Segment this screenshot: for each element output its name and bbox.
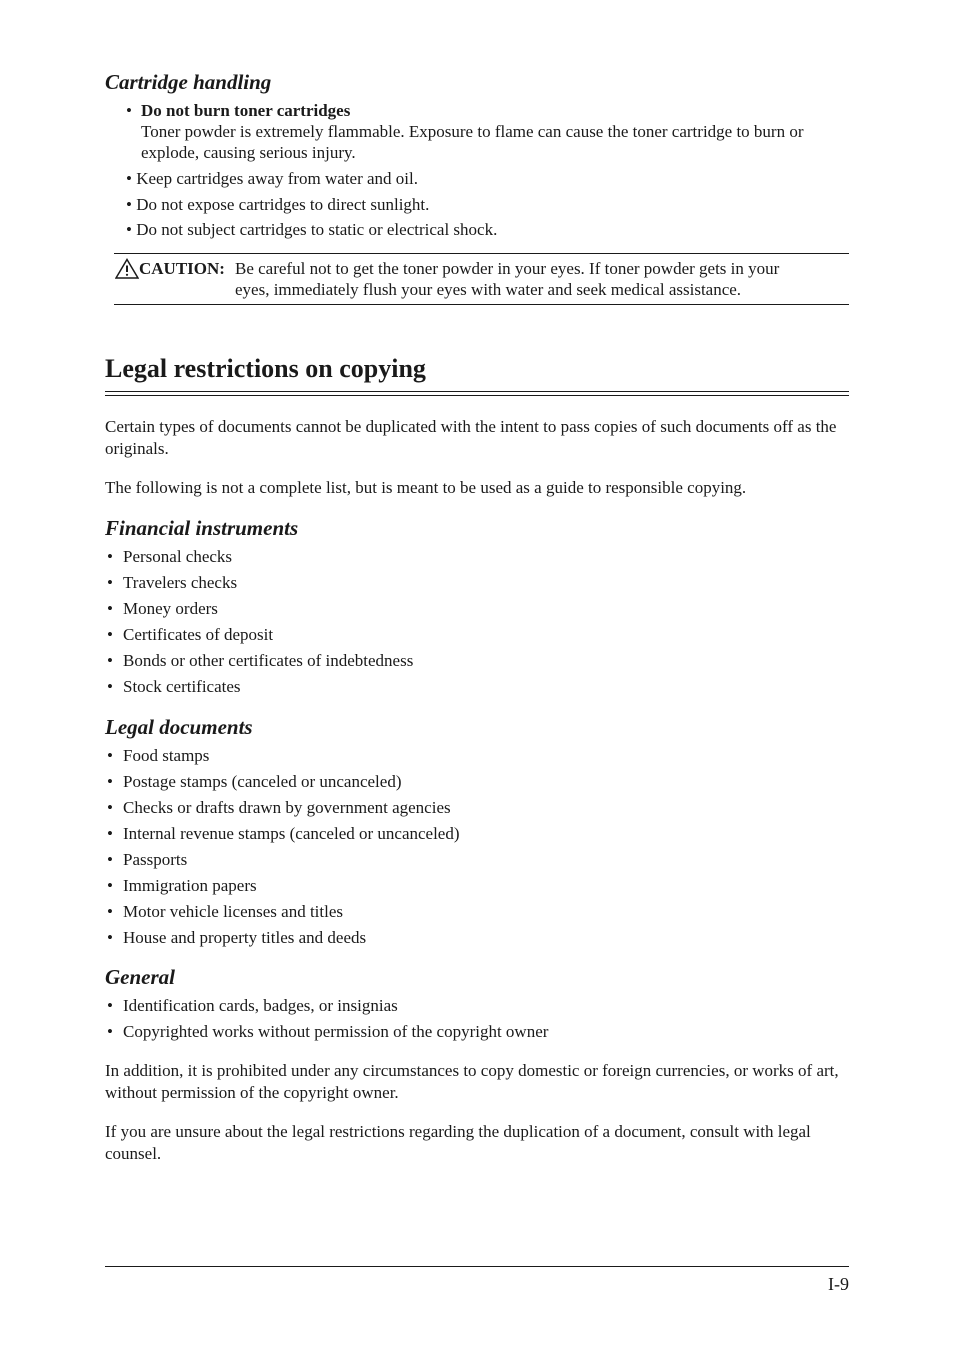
closing-paragraph-2: If you are unsure about the legal restrictions regarding the duplication of a document, consult with legal counsel. — [105, 1122, 811, 1163]
cartridge-item-2 — [126, 194, 429, 215]
caution-box — [114, 258, 849, 300]
legal-documents-list — [105, 743, 460, 951]
footer-rule — [105, 1266, 849, 1267]
financial-instruments-heading: Financial instruments — [105, 516, 299, 540]
caution-bottom-rule — [114, 304, 849, 305]
caution-text-line1: Be careful not to get the toner powder in your eyes. If toner powder gets in your — [235, 259, 780, 278]
cartridge-item-1 — [126, 168, 418, 189]
bullet: • — [126, 101, 132, 120]
bullet: • — [126, 220, 132, 239]
section-title: Legal restrictions on copying — [105, 354, 426, 383]
closing-paragraph-1: In addition, it is prohibited under any circumstances to copy domestic or foreign currencies, or works of art, without permission of the copyright owner. — [105, 1061, 839, 1102]
list-item: • Postage stamps (canceled or uncanceled) — [105, 769, 460, 795]
legal-documents-heading: Legal documents — [105, 715, 253, 739]
bullet: • — [126, 195, 132, 214]
cartridge-item-text: Do not expose cartridges to direct sunlight. — [136, 195, 430, 214]
general-list — [105, 993, 548, 1045]
list-item: • Travelers checks — [105, 570, 413, 596]
caution-text-line2: eyes, immediately flush your eyes with water and seek medical assistance. — [235, 280, 742, 299]
cartridge-first-item-body: Toner powder is extremely flammable. Exposure to flame can cause the toner cartridge to burn or explode, causing serious injury. — [141, 122, 804, 162]
cartridge-handling-heading: Cartridge handling — [105, 70, 272, 94]
list-item: • Stock certificates — [105, 674, 413, 700]
list-item: • Bonds or other certificates of indebtedness — [105, 648, 413, 674]
list-item: • Motor vehicle licenses and titles — [105, 899, 460, 925]
caution-label: CAUTION: — [139, 259, 225, 278]
guide-paragraph: The following is not a complete list, but is meant to be used as a guide to responsible copying. — [105, 478, 747, 497]
list-item: • Money orders — [105, 596, 413, 622]
caution-top-rule — [114, 253, 849, 254]
page-number: I-9 — [828, 1274, 849, 1294]
cartridge-first-item-title: Do not burn toner cartridges — [141, 101, 351, 120]
cartridge-item-text: Do not subject cartridges to static or electrical shock. — [136, 220, 498, 239]
title-rule-top — [105, 391, 849, 392]
general-heading: General — [105, 965, 175, 989]
list-item: • Certificates of deposit — [105, 622, 413, 648]
list-item: • Checks or drafts drawn by government agencies — [105, 795, 460, 821]
list-item: • Personal checks — [105, 544, 413, 570]
list-item: • Identification cards, badges, or insignias — [105, 993, 548, 1019]
list-item: • Internal revenue stamps (canceled or uncanceled) — [105, 821, 460, 847]
financial-instruments-list — [105, 544, 413, 700]
title-rule-bottom — [105, 395, 849, 396]
list-item: • Immigration papers — [105, 873, 460, 899]
list-item: • House and property titles and deeds — [105, 925, 460, 951]
cartridge-first-item — [126, 100, 846, 163]
bullet: • — [126, 169, 132, 188]
list-item: • Copyrighted works without permission of the copyright owner — [105, 1019, 548, 1045]
cartridge-item-3 — [126, 219, 497, 240]
warning-triangle-icon — [115, 258, 139, 284]
list-item: • Food stamps — [105, 743, 460, 769]
intro-paragraph: Certain types of documents cannot be duplicated with the intent to pass copies of such documents off as the originals. — [105, 417, 837, 458]
list-item: • Passports — [105, 847, 460, 873]
cartridge-item-text: Keep cartridges away from water and oil. — [136, 169, 418, 188]
